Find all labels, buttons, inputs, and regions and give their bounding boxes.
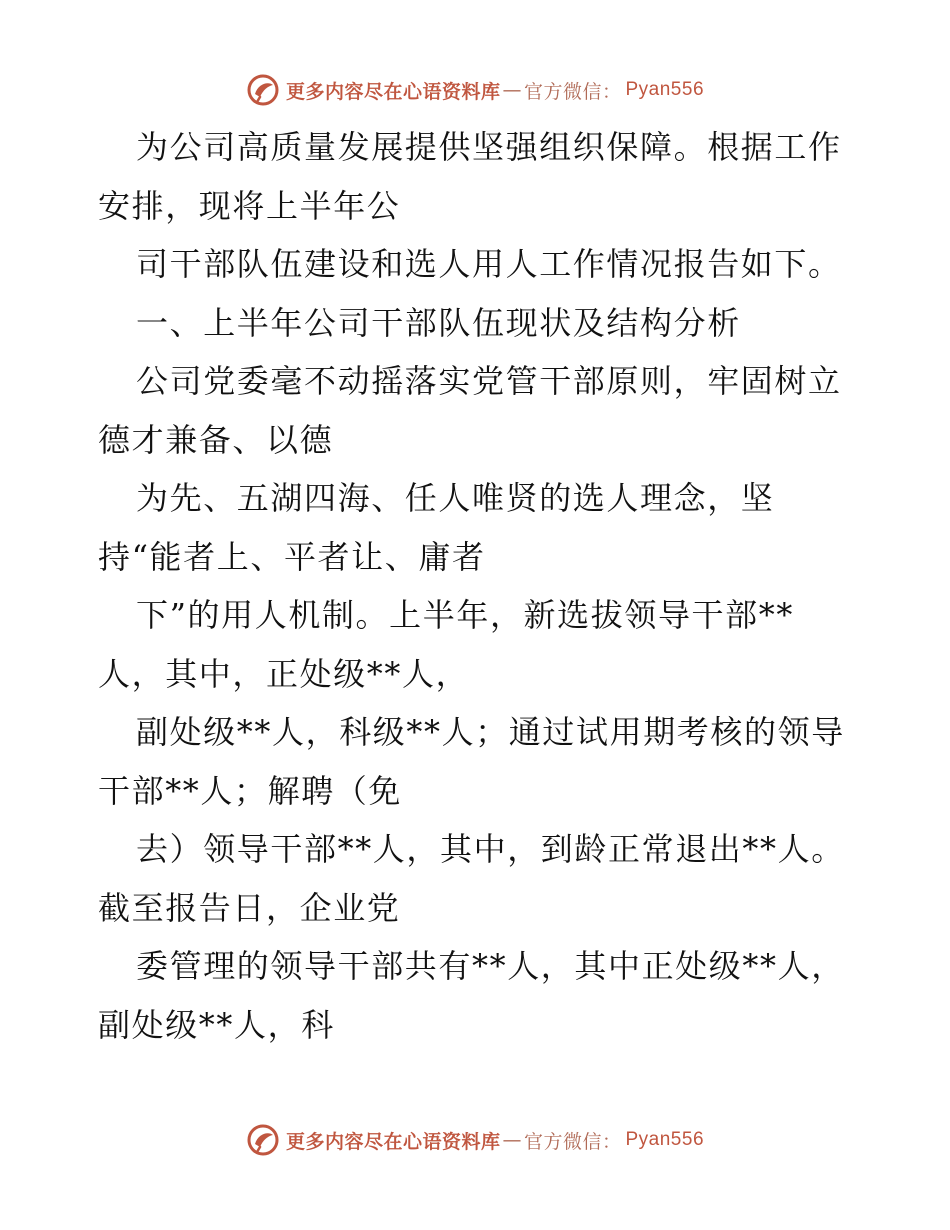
body-line: 持“能者上、平者让、庸者 [98,537,486,576]
watermark-separator: — [502,1129,522,1151]
body-line: 副处级**人，科 [98,1005,335,1044]
body-line: 为先、五湖四海、任人唯贤的选人理念，坚 [136,479,775,517]
body-line: 委管理的领导干部共有**人，其中正处级**人， [136,947,845,985]
header-watermark [0,70,950,110]
body-line: 副处级**人，科级**人；通过试用期考核的领导 [136,713,845,751]
watermark-separator: — [502,79,522,101]
body-line: 下”的用人机制。上半年，新选拔领导干部** [136,596,794,634]
watermark-wechat-label: 官方微信： [523,80,622,103]
footer-watermark [0,1120,950,1160]
body-line: 干部**人；解聘（免 [98,771,403,810]
body-line: 为公司高质量发展提供坚强组织保障。根据工作 [136,128,842,166]
body-line: 公司党委毫不动摇落实党管干部原则，牢固树立 [136,362,842,400]
body-line: 安排，现将上半年公 [98,186,401,225]
red-seal-logo-icon [246,1123,280,1157]
body-line: 截至报告日，企业党 [98,888,401,927]
red-seal-logo-icon [246,73,280,107]
watermark-site-name: 更多内容尽在心语资料库 [285,80,501,103]
document-body [98,118,858,1054]
watermark-wechat-id: Pyan556 [625,1129,705,1150]
watermark-wechat-id: Pyan556 [625,79,705,100]
section-heading: 一、上半年公司干部队伍现状及结构分析 [136,303,741,342]
watermark-wechat-label: 官方微信： [523,1130,622,1153]
body-line: 德才兼备、以德 [98,420,334,459]
watermark-site-name: 更多内容尽在心语资料库 [285,1130,501,1153]
body-line: 人，其中，正处级**人， [98,654,470,693]
body-line: 去）领导干部**人，其中，到龄正常退出**人。 [136,830,845,868]
body-line: 司干部队伍建设和选人用人工作情况报告如下。 [136,245,842,283]
